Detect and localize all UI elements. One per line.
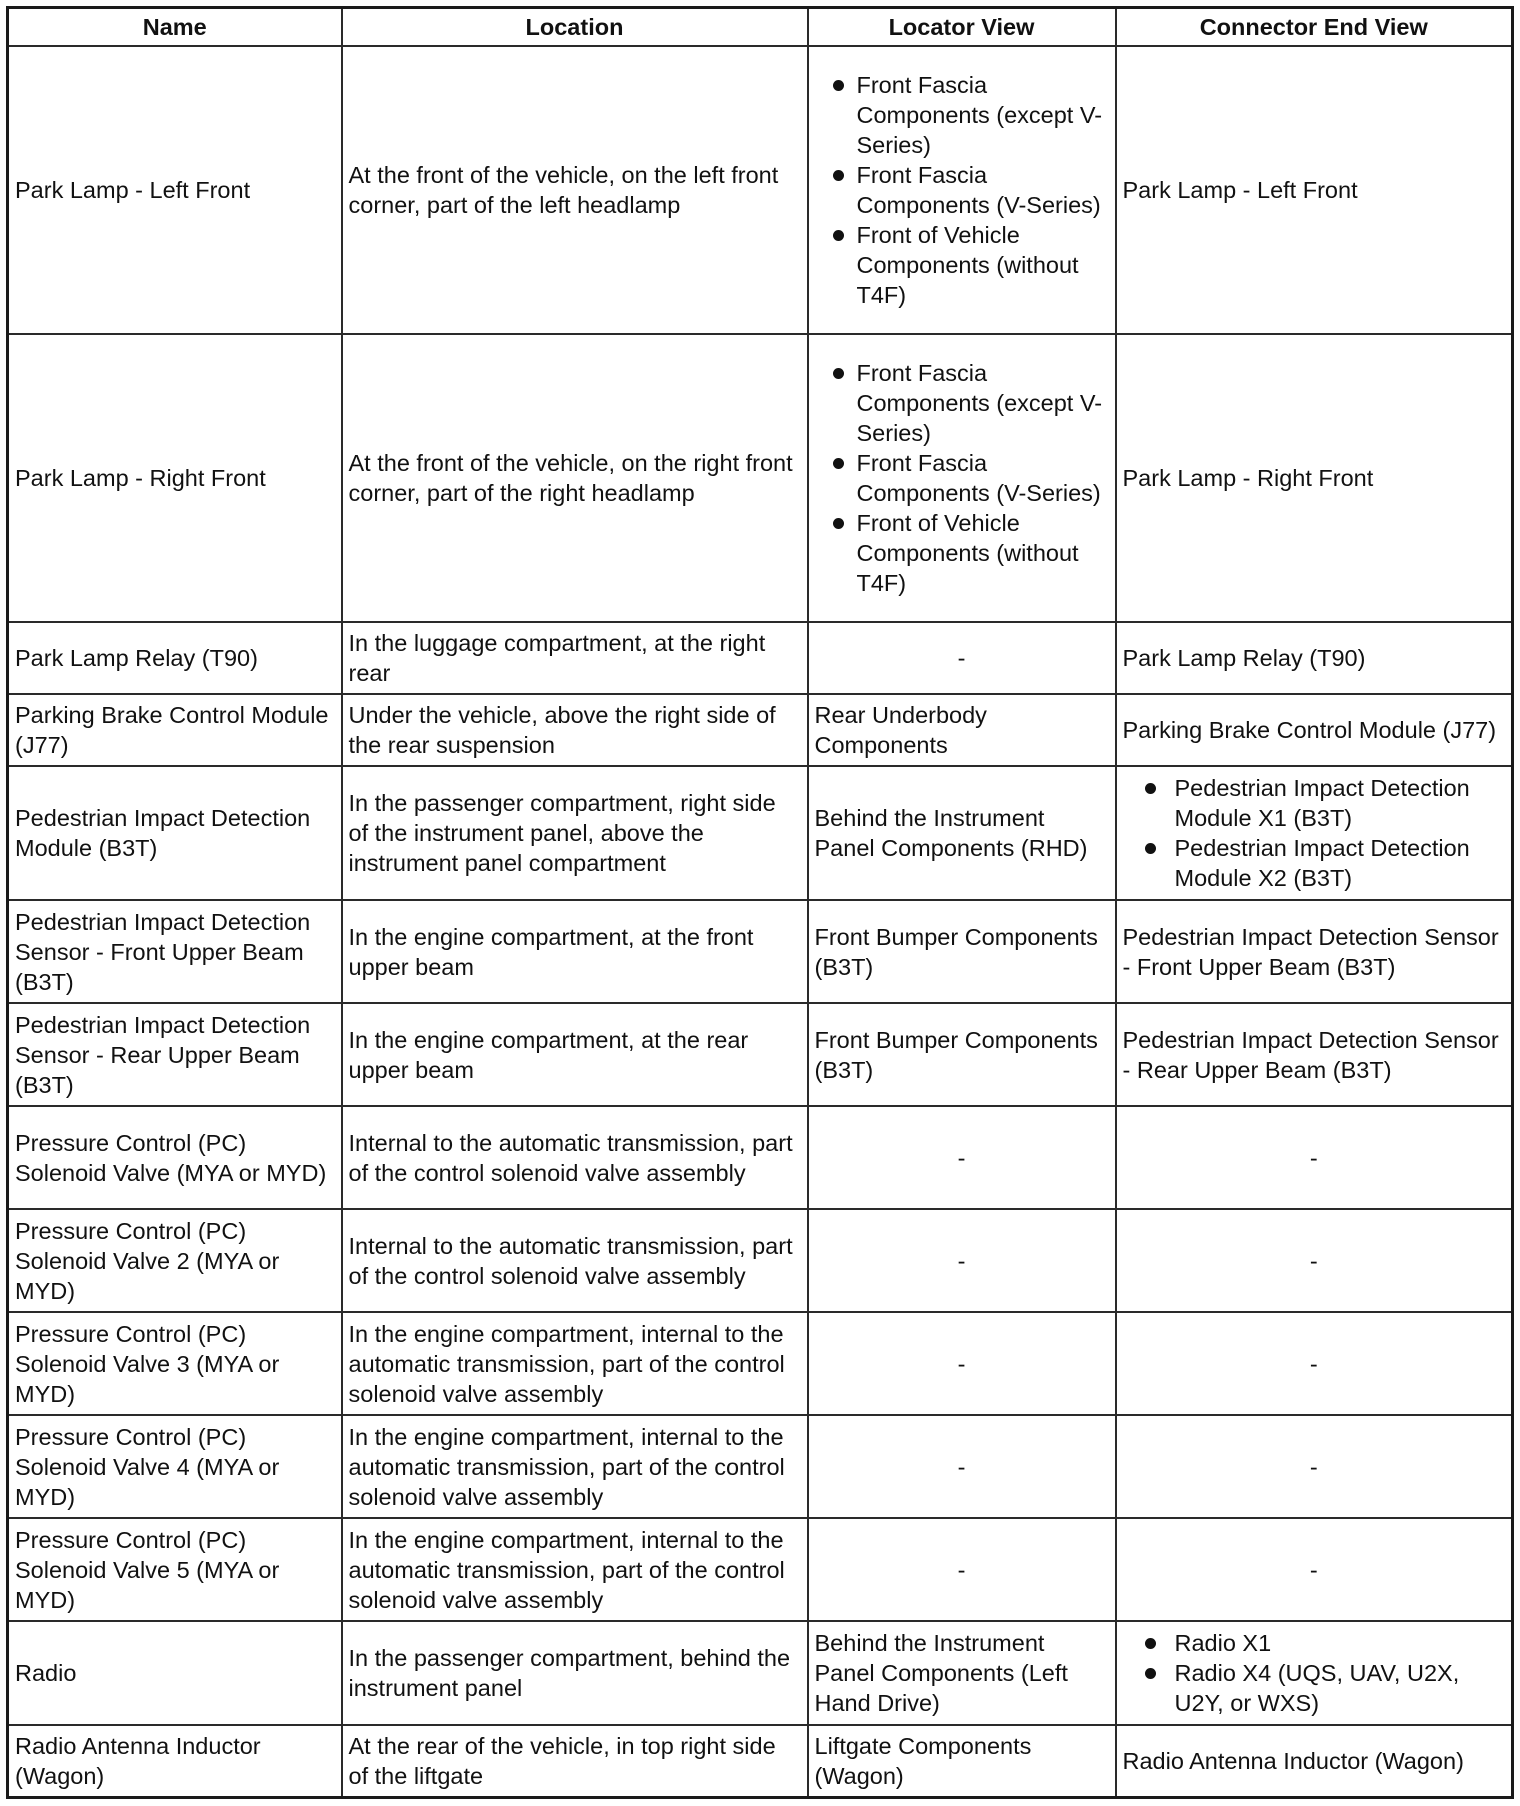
locator-view-cell: - <box>808 1106 1116 1209</box>
name-cell: Pressure Control (PC) Solenoid Valve 5 (MYA or MYD) <box>8 1518 342 1621</box>
location-cell: In the engine compartment, internal to the automatic transmission, part of the control solenoid valve assembly <box>342 1312 808 1415</box>
header-locator-view: Locator View <box>808 8 1116 47</box>
locator-view-cell: - <box>808 1518 1116 1621</box>
location-cell: In the engine compartment, at the front upper beam <box>342 900 808 1003</box>
name-cell: Parking Brake Control Module (J77) <box>8 694 342 766</box>
connector-end-view-cell[interactable]: Pedestrian Impact Detection Sensor - Front Upper Beam (B3T) <box>1116 900 1513 1003</box>
table-row <box>8 900 1513 1003</box>
name-cell: Pressure Control (PC) Solenoid Valve (MYA or MYD) <box>8 1106 342 1209</box>
list-item[interactable] <box>1123 1658 1506 1718</box>
table-row <box>8 766 1513 900</box>
list-item[interactable] <box>815 220 1109 310</box>
table-row <box>8 622 1513 694</box>
locator-view-cell: - <box>808 1312 1116 1415</box>
connector-link[interactable]: Radio X1 <box>1174 1630 1272 1656</box>
name-cell: Pedestrian Impact Detection Module (B3T) <box>8 766 342 900</box>
locator-link[interactable]: Front Fascia Components (V-Series) <box>856 450 1101 506</box>
connector-end-view-cell: - <box>1116 1415 1513 1518</box>
table-row <box>8 1621 1513 1725</box>
bullet-icon <box>1145 1668 1156 1679</box>
locator-link[interactable]: Front Fascia Components (except V-Series) <box>856 360 1103 446</box>
table-row <box>8 46 1513 334</box>
bullet-icon <box>1145 1638 1156 1649</box>
connector-end-view-cell <box>1116 766 1513 900</box>
list-item[interactable] <box>815 358 1109 448</box>
list-item[interactable] <box>1123 833 1506 893</box>
name-cell: Park Lamp - Left Front <box>8 46 342 334</box>
table-row <box>8 1106 1513 1209</box>
list-item[interactable] <box>815 160 1109 220</box>
bullet-icon <box>833 230 844 241</box>
connector-end-view-cell[interactable]: Park Lamp - Left Front <box>1116 46 1513 334</box>
locator-view-cell[interactable]: Front Bumper Components (B3T) <box>808 1003 1116 1106</box>
location-cell: Under the vehicle, above the right side of the rear suspension <box>342 694 808 766</box>
connector-end-view-cell: - <box>1116 1209 1513 1312</box>
location-cell: In the engine compartment, at the rear upper beam <box>342 1003 808 1106</box>
locator-view-cell: - <box>808 1415 1116 1518</box>
locator-view-cell[interactable]: Behind the Instrument Panel Components (RHD) <box>808 766 1116 900</box>
list-item[interactable] <box>815 70 1109 160</box>
location-cell: In the engine compartment, internal to the automatic transmission, part of the control solenoid valve assembly <box>342 1518 808 1621</box>
connector-view-list <box>1123 773 1506 893</box>
header-connector-end-view: Connector End View <box>1116 8 1513 47</box>
connector-end-view-cell: - <box>1116 1312 1513 1415</box>
connector-view-list <box>1123 1628 1506 1718</box>
location-cell: Internal to the automatic transmission, part of the control solenoid valve assembly <box>342 1209 808 1312</box>
bullet-icon <box>1145 783 1156 794</box>
connector-end-view-cell[interactable]: Parking Brake Control Module (J77) <box>1116 694 1513 766</box>
bullet-icon <box>1145 843 1156 854</box>
connector-end-view-cell[interactable]: Park Lamp Relay (T90) <box>1116 622 1513 694</box>
connector-end-view-cell[interactable]: Park Lamp - Right Front <box>1116 334 1513 622</box>
table-row <box>8 1312 1513 1415</box>
connector-link[interactable]: Radio X4 (UQS, UAV, U2X, U2Y, or WXS) <box>1174 1660 1460 1716</box>
location-cell: Internal to the automatic transmission, part of the control solenoid valve assembly <box>342 1106 808 1209</box>
locator-view-cell[interactable]: Front Bumper Components (B3T) <box>808 900 1116 1003</box>
locator-view-list <box>815 358 1109 598</box>
locator-view-cell: - <box>808 1209 1116 1312</box>
bullet-icon <box>833 518 844 529</box>
table-row <box>8 1518 1513 1621</box>
list-item[interactable] <box>815 448 1109 508</box>
locator-view-cell[interactable]: Rear Underbody Components <box>808 694 1116 766</box>
locator-link[interactable]: Front Fascia Components (except V-Series) <box>856 72 1103 158</box>
table-row <box>8 334 1513 622</box>
location-cell: At the rear of the vehicle, in top right side of the liftgate <box>342 1725 808 1797</box>
list-item[interactable] <box>1123 773 1506 833</box>
locator-view-cell <box>808 46 1116 334</box>
locator-link[interactable]: Front of Vehicle Components (without T4F) <box>856 222 1079 308</box>
table-row <box>8 1003 1513 1106</box>
location-cell: In the passenger compartment, right side of the instrument panel, above the instrument panel compartment <box>342 766 808 900</box>
table-row <box>8 1415 1513 1518</box>
name-cell: Pressure Control (PC) Solenoid Valve 4 (MYA or MYD) <box>8 1415 342 1518</box>
connector-end-view-cell: - <box>1116 1518 1513 1621</box>
connector-end-view-cell: - <box>1116 1106 1513 1209</box>
location-cell: At the front of the vehicle, on the right front corner, part of the right headlamp <box>342 334 808 622</box>
list-item[interactable] <box>815 508 1109 598</box>
header-location: Location <box>342 8 808 47</box>
locator-link[interactable]: Front of Vehicle Components (without T4F) <box>856 510 1079 596</box>
header-name: Name <box>8 8 342 47</box>
name-cell: Park Lamp - Right Front <box>8 334 342 622</box>
connector-link[interactable]: Pedestrian Impact Detection Module X2 (B3T) <box>1174 835 1470 891</box>
name-cell: Pedestrian Impact Detection Sensor - Front Upper Beam (B3T) <box>8 900 342 1003</box>
list-item[interactable] <box>1123 1628 1506 1658</box>
location-cell: In the passenger compartment, behind the instrument panel <box>342 1621 808 1725</box>
locator-view-cell[interactable]: Liftgate Components (Wagon) <box>808 1725 1116 1797</box>
bullet-icon <box>833 458 844 469</box>
name-cell: Radio <box>8 1621 342 1725</box>
locator-view-cell <box>808 334 1116 622</box>
location-cell: In the luggage compartment, at the right rear <box>342 622 808 694</box>
name-cell: Park Lamp Relay (T90) <box>8 622 342 694</box>
name-cell: Pedestrian Impact Detection Sensor - Rear Upper Beam (B3T) <box>8 1003 342 1106</box>
connector-end-view-cell[interactable]: Radio Antenna Inductor (Wagon) <box>1116 1725 1513 1797</box>
connector-link[interactable]: Pedestrian Impact Detection Module X1 (B3T) <box>1174 775 1470 831</box>
table-row <box>8 1725 1513 1797</box>
location-cell: In the engine compartment, internal to the automatic transmission, part of the control solenoid valve assembly <box>342 1415 808 1518</box>
connector-end-view-cell[interactable]: Pedestrian Impact Detection Sensor - Rear Upper Beam (B3T) <box>1116 1003 1513 1106</box>
location-cell: At the front of the vehicle, on the left front corner, part of the left headlamp <box>342 46 808 334</box>
component-location-table <box>6 6 1514 1799</box>
bullet-icon <box>833 80 844 91</box>
locator-link[interactable]: Front Fascia Components (V-Series) <box>856 162 1101 218</box>
header-row <box>8 8 1513 47</box>
locator-view-list <box>815 70 1109 310</box>
locator-view-cell[interactable]: Behind the Instrument Panel Components (Left Hand Drive) <box>808 1621 1116 1725</box>
bullet-icon <box>833 170 844 181</box>
name-cell: Radio Antenna Inductor (Wagon) <box>8 1725 342 1797</box>
connector-end-view-cell <box>1116 1621 1513 1725</box>
table-row <box>8 694 1513 766</box>
bullet-icon <box>833 368 844 379</box>
table-row <box>8 1209 1513 1312</box>
locator-view-cell: - <box>808 622 1116 694</box>
name-cell: Pressure Control (PC) Solenoid Valve 2 (MYA or MYD) <box>8 1209 342 1312</box>
name-cell: Pressure Control (PC) Solenoid Valve 3 (MYA or MYD) <box>8 1312 342 1415</box>
